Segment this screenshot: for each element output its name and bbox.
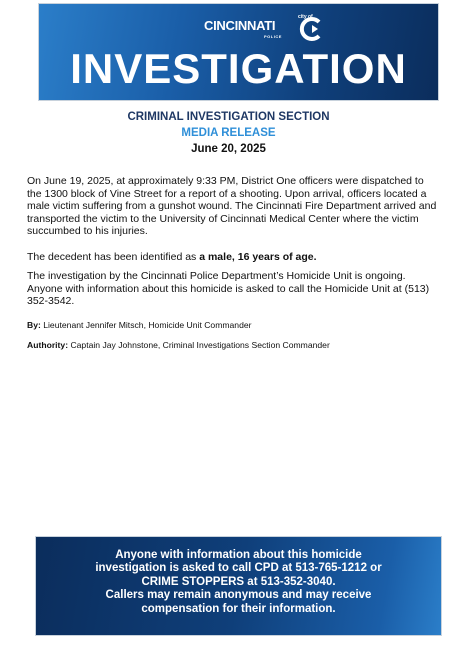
decedent-identity: a male, 16 years of age. — [199, 251, 317, 263]
investigation-paragraph: The investigation by the Cincinnati Police Department’s Homicide Unit is ongoing. Anyone with information about this homicide is asked to call the Homicide Unit at (513) 352-3542. — [27, 270, 430, 308]
decedent-text: The decedent has been identified as — [27, 251, 200, 263]
by-value: Lieutenant Jennifer Mitsch, Homicide Unit Commander — [40, 320, 252, 330]
incident-paragraph: On June 19, 2025, at approximately 9:33 PM, District One officers were dispatched to the 1300 block of Vine Street for a report of a shooting. Upon arrival, officers located a male victim suffering from a gunshot wound. The Cincinnati Fire Department arrived and transported the victim to the University of Cincinnati Medical Center where the victim succumbed to his injuries. — [27, 175, 437, 238]
tip-line: investigation is asked to call CPD at 513-765-1212 or — [95, 562, 382, 575]
banner-title: INVESTIGATION — [70, 45, 407, 92]
cincinnati-c-icon — [299, 16, 325, 42]
authority-label: Authority: — [27, 340, 69, 350]
logo-name: CINCINNATI — [204, 18, 276, 33]
by-line — [27, 320, 252, 330]
investigation-banner — [39, 4, 438, 100]
decedent-paragraph — [27, 251, 437, 264]
cincinnati-police-logo — [204, 14, 344, 44]
logo-police: POLICE — [264, 34, 282, 39]
tip-banner — [36, 537, 441, 635]
authority-line — [27, 340, 330, 350]
tip-line: Anyone with information about this homicide — [115, 549, 362, 561]
authority-value: Captain Jay Johnstone, Criminal Investigations Section Commander — [68, 340, 330, 350]
release-date: June 20, 2025 — [191, 143, 266, 155]
release-type-heading: MEDIA RELEASE — [181, 127, 276, 139]
tip-line: compensation for their information. — [141, 602, 336, 615]
tip-line: Callers may remain anonymous and may receive — [105, 589, 372, 602]
section-heading: CRIMINAL INVESTIGATION SECTION — [127, 111, 330, 123]
tip-text — [36, 549, 441, 616]
logo-city-of: city of — [298, 14, 313, 20]
tip-line: CRIME STOPPERS at 513-352-3040. — [141, 575, 336, 588]
by-label: By: — [27, 320, 41, 330]
